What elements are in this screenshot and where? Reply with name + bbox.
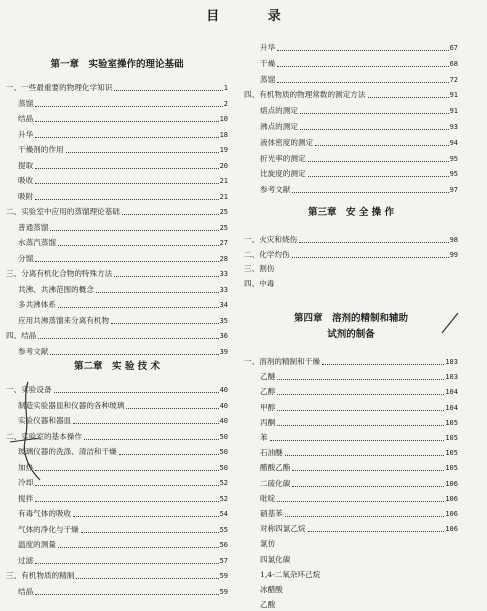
leader-dots [114,275,218,277]
leader-dots [96,291,219,293]
toc-entry-page: 94 [449,138,458,147]
toc-entry-page: 57 [219,556,228,565]
toc-entry-page: 50 [219,432,228,441]
toc-entry-title: 有毒气体的吸收 [18,509,72,518]
toc-entry-page: 40 [219,401,228,410]
toc-entry [6,96,228,109]
leader-dots [300,128,449,130]
leader-dots [35,469,218,471]
toc-entry [6,282,228,295]
page-title: 目 录 [206,9,303,24]
leader-dots [35,562,218,564]
leader-dots [50,229,218,231]
toc-entry [6,553,228,566]
toc-entry-title: 丙酮 [260,417,276,427]
toc-entry-title: 参考文献 [260,185,291,195]
toc-entry-title: 石油醚 [260,448,283,458]
toc-entry-title: 玻璃仪器的洗涤、清洁和干燥 [18,447,117,456]
toc-entry-title: 冰醋酸 [260,585,283,594]
toc-entry-page: 10 [219,115,228,123]
toc-entry-title: 液体密度的测定 [260,137,314,147]
toc-entry [244,445,458,458]
toc-entry-title: 提取 [18,160,34,170]
toc-entry-page: 1 [223,84,228,92]
leader-dots [292,562,457,563]
toc-entry-title: 蒸馏 [260,74,276,84]
toc-entry-page: 50 [219,463,228,472]
toc-entry [244,582,458,595]
toc-entry-title: 四氯化碳 [260,554,291,564]
toc-entry-title: 吸附 [18,191,34,201]
toc-entry-title: 乙醇 [260,387,276,397]
leader-dots [277,65,448,67]
toc-entry [6,173,228,186]
toc-entry-page: 18 [219,130,228,139]
toc-entry-page: 103 [445,373,458,382]
toc-entry [244,354,458,367]
toc-entry-title: 实验室中应用的蒸馏理论基础 [21,207,120,216]
toc-entry [6,537,228,550]
leader-dots [81,531,219,533]
toc-entry-title: 分馏 [18,253,34,263]
leader-dots [35,182,218,184]
toc-entry-page: 34 [219,301,228,309]
toc-entry-title: 分离有机化合物的特殊方法 [21,269,113,278]
leader-dots [308,530,445,532]
toc-entry-number: 三、 [244,264,260,273]
toc-entry-title: 搅拌 [18,493,34,503]
leader-dots [285,592,457,593]
toc-entry-page: 91 [449,107,458,116]
toc-entry-title: 实验室的基本操作 [21,431,82,441]
toc-entry-title: 结晶 [18,114,34,123]
leader-dots [308,160,449,162]
toc-entry-title: 有机物质的精制 [21,571,75,580]
toc-entry-page: 95 [449,154,458,163]
toc-entry-title: 醋酸乙酯 [260,463,291,473]
toc-entry-title: 二硫化碳 [260,478,291,488]
toc-entry [6,313,228,326]
toc-entry-title: 升华 [260,43,276,52]
leader-dots [58,244,219,246]
toc-entry-title: 吸收 [18,176,34,185]
toc-entry [244,384,458,397]
leader-dots [35,167,218,169]
toc-entry-title: 应用共沸蒸馏来分离有机物 [18,315,110,325]
toc-entry-title: 1,4-二氧杂环己烷 [260,569,321,579]
toc-entry [244,536,458,549]
toc-entry-number: 一、 [6,83,22,92]
toc-entry-page: 33 [219,285,228,294]
toc-entry-title: 氯仿 [260,539,276,549]
leader-dots [322,363,444,365]
toc-entry-title: 多共沸体系 [18,300,56,309]
leader-dots [292,256,449,258]
toc-entry-page: 21 [219,177,228,185]
toc-entry [6,522,228,535]
toc-entry-title: 升华 [18,129,34,139]
toc-entry-title: 制造实验器皿和仪器的各种玻璃 [18,400,125,410]
leader-dots [276,286,457,287]
toc-entry [244,506,458,519]
leader-dots [292,469,444,471]
toc-entry-number: 四、 [244,278,260,288]
toc-entry-page: 72 [449,75,458,84]
toc-entry-title: 熔点的测定 [260,106,298,116]
leader-dots [277,49,448,51]
toc-entry-page: 105 [445,449,458,458]
toc-entry-page: 103 [445,358,458,366]
toc-entry-number: 二、 [6,207,22,216]
toc-entry-title: 硝基苯 [260,509,283,518]
toc-entry [244,400,458,413]
toc-entry-title: 一些最重要的物理化学知识 [21,83,113,92]
toc-entry [6,80,228,93]
chapter-1-heading: 第一章 实验室操作的理论基础 [50,59,184,70]
leader-dots [277,378,444,380]
toc-entry-title: 乙醚 [260,372,276,382]
toc-entry-page: 59 [219,572,228,580]
leader-dots [114,89,222,91]
leader-dots [276,271,457,272]
toc-entry-title: 冷却 [18,478,34,487]
toc-entry [244,552,458,565]
toc-entry-page: 104 [445,403,458,412]
toc-entry-page: 68 [449,59,458,68]
toc-entry-page: 55 [219,525,228,534]
toc-entry-page: 35 [219,316,228,325]
toc-entry-title: 水蒸汽蒸馏 [18,238,56,247]
toc-entry [244,460,458,473]
toc-entry-title: 过滤 [18,555,34,565]
toc-entry-page: 2 [223,99,228,108]
leader-dots [35,120,218,122]
leader-dots [277,424,444,426]
toc-entry-title: 溶剂的精制和干燥 [259,357,320,366]
leader-dots [315,144,448,146]
pen-mark-left [0,380,60,490]
leader-dots [38,337,218,339]
leader-dots [76,577,218,579]
leader-dots [285,454,445,456]
toc-entry [244,103,458,116]
toc-entry-number: 三、 [6,269,22,278]
toc-entry-title: 干燥剂的作用 [18,145,64,154]
leader-dots [35,500,218,502]
toc-entry-title: 蒸馏 [18,98,34,108]
toc-entry [244,56,458,69]
toc-entry [244,151,458,164]
toc-entry-page: 39 [219,347,228,356]
toc-entry-page: 25 [219,223,228,232]
toc-entry-title: 有机物质的物理常数的测定方法 [259,90,366,100]
toc-entry-page: 99 [449,250,458,259]
toc-entry-number: 四、 [244,90,260,100]
toc-entry-page: 52 [219,494,228,503]
toc-entry-title: 沸点的测定 [260,122,298,131]
leader-dots [277,546,457,547]
toc-entry [244,182,458,195]
leader-dots [58,546,219,548]
leader-dots [292,191,448,193]
toc-entry [6,142,228,155]
leader-dots [35,484,218,486]
leader-dots [368,96,449,98]
toc-entry-page: 106 [445,494,458,503]
leader-dots [322,577,457,578]
toc-entry [244,72,458,85]
leader-dots [35,136,218,138]
leader-dots [73,515,218,517]
toc-entry-page: 27 [219,239,228,247]
toc-entry [6,506,228,519]
leader-dots [300,112,449,114]
toc-entry-page: 50 [219,448,228,456]
toc-entry-number: 一、 [244,235,260,244]
toc-entry-title: 普通蒸馏 [18,222,49,232]
toc-entry-page: 40 [219,417,228,425]
toc-entry-title: 中毒 [259,278,275,288]
toc-entry-page: 25 [219,208,228,216]
toc-entry-page: 20 [219,161,228,170]
toc-entry [244,276,458,289]
toc-entry-title: 结晶 [21,331,37,340]
leader-dots [54,391,219,393]
toc-entry-page: 97 [449,186,458,195]
toc-entry-title: 苯 [260,433,268,442]
toc-entry [244,597,458,610]
toc-entry-page: 56 [219,541,228,549]
leader-dots [126,407,218,409]
toc-entry [6,266,228,279]
toc-entry-number: 三、 [6,571,22,580]
toc-entry-page: 67 [449,44,458,52]
leader-dots [111,322,218,324]
toc-entry [6,189,228,202]
leader-dots [277,393,444,395]
toc-entry-title: 气体的净化与干燥 [18,524,79,534]
toc-entry-title: 乙酸 [260,600,276,610]
toc-entry [6,235,228,248]
leader-dots [50,353,218,355]
leader-dots [277,607,457,608]
toc-entry-number: 二、 [6,431,22,441]
toc-entry [244,369,458,382]
leader-dots [285,515,445,517]
toc-entry-title: 折光率的测定 [260,153,306,163]
toc-entry [244,166,458,179]
toc-entry [244,430,458,443]
toc-entry-title: 火灾和烧伤 [259,235,298,244]
toc-entry-page: 98 [449,236,458,244]
toc-entry [244,415,458,428]
toc-entry [244,135,458,148]
toc-entry [6,158,228,171]
toc-entry [6,220,228,233]
toc-entry-title: 化学灼伤 [259,249,290,259]
leader-dots [35,260,218,262]
toc-entry-title: 比旋度的测定 [260,169,306,179]
toc-entry-page: 28 [219,254,228,263]
toc-entry-page: 105 [445,464,458,473]
toc-entry-page: 33 [219,270,228,278]
leader-dots [73,422,218,424]
toc-entry-page: 21 [219,192,228,201]
toc-entry-title: 对称四氯乙烷 [260,524,306,534]
leader-dots [66,151,219,153]
chapter-2-heading: 第二章 实 验 技 术 [74,361,160,372]
leader-dots [122,213,219,215]
chapter-4-heading-line2: 试剂的制备 [327,329,375,340]
toc-entry-page: 105 [445,418,458,427]
toc-entry-page: 93 [449,123,458,131]
toc-entry-page: 106 [445,510,458,518]
toc-entry-title: 加热 [18,462,34,472]
toc-entry-title: 结晶 [18,586,34,596]
toc-entry-number: 一、 [244,357,260,366]
leader-dots [277,81,448,83]
toc-entry-page: 54 [219,510,228,518]
chapter-3-heading: 第三章 安 全 操 作 [308,207,394,218]
toc-entry [244,40,458,53]
toc-entry-title: 温度的测量 [18,540,56,549]
toc-entry [6,491,228,504]
toc-entry-page: 36 [219,332,228,340]
toc-entry [244,567,458,580]
toc-entry [244,247,458,260]
toc-entry-title: 实验设备 [21,385,52,394]
toc-entry-page: 59 [219,587,228,596]
toc-entry [244,232,458,245]
leader-dots [308,175,449,177]
toc-entry-page: 95 [449,170,458,179]
toc-entry [244,491,458,504]
leader-dots [270,439,445,441]
toc-entry-number: 四、 [6,331,22,340]
leader-dots [277,409,444,411]
toc-entry [6,297,228,310]
leader-dots [299,241,448,243]
leader-dots [277,500,444,502]
toc-entry-title: 共沸、共沸范围的概念 [18,284,94,294]
toc-entry-title: 干燥 [260,58,276,68]
toc-entry-title: 参考文献 [18,346,49,356]
pen-mark-right [436,303,476,343]
toc-entry-page: 105 [445,434,458,442]
toc-entry-number: 一、 [6,385,22,394]
toc-entry-page: 106 [445,525,458,534]
toc-entry-page: 19 [219,146,228,154]
toc-entry [6,127,228,140]
toc-entry [244,261,458,274]
toc-entry [6,344,228,357]
toc-entry-title: 实验仪器和器皿 [18,416,72,425]
toc-entry [6,111,228,124]
toc-entry [6,328,228,341]
toc-entry [6,251,228,264]
leader-dots [119,453,219,455]
toc-entry [244,87,458,100]
toc-entry-page: 104 [445,388,458,397]
leader-dots [35,198,218,200]
leader-dots [58,306,219,308]
toc-entry-page: 52 [219,479,228,487]
toc-entry-title: 吡啶 [260,493,276,503]
leader-dots [84,438,219,440]
toc-entry [244,521,458,534]
leader-dots [35,105,223,107]
toc-entry [6,204,228,217]
toc-entry [6,568,228,581]
leader-dots [292,485,444,487]
leader-dots [35,593,218,595]
toc-entry-page: 40 [219,386,228,394]
toc-entry-page: 106 [445,479,458,488]
toc-entry [6,584,228,597]
toc-entry-title: 割伤 [259,264,275,273]
toc-entry [244,119,458,132]
toc-entry [244,476,458,489]
chapter-4-heading-line1: 第四章 溶剂的精制和辅助 [293,313,408,324]
toc-entry-title: 甲醇 [260,402,276,412]
toc-entry-page: 91 [449,91,458,100]
toc-entry-number: 二、 [244,249,260,259]
